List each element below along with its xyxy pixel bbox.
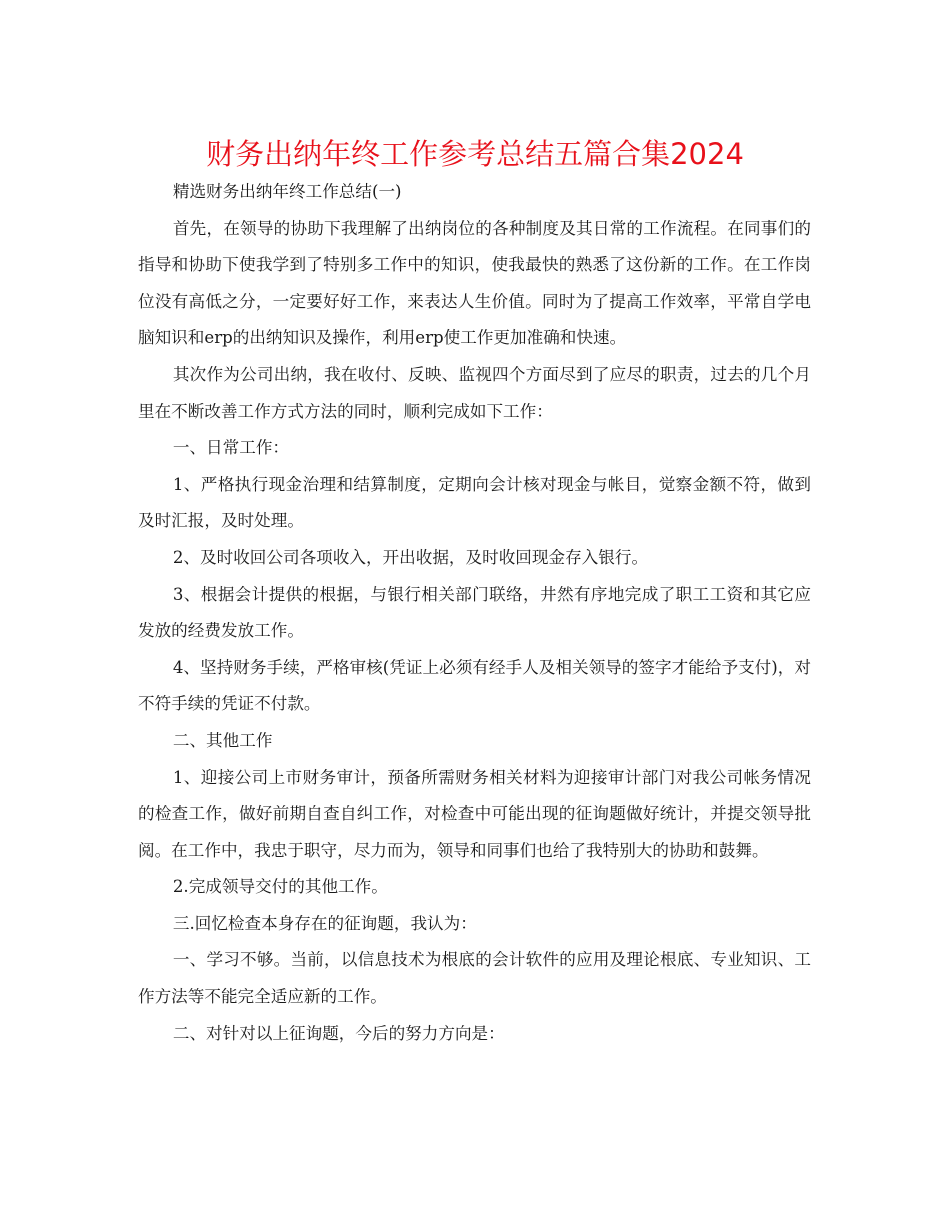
list-item: 3、根据会计提供的根据，与银行相关部门联络，井然有序地完成了职工工资和其它应发放的经费发放工作。 xyxy=(138,584,811,641)
list-item: 2.完成领导交付的其他工作。 xyxy=(172,877,388,897)
paragraph: 首先，在领导的协助下我理解了出纳岗位的各种制度及其日常的工作流程。在同事们的指导和协助下使我学到了特别多工作中的知识，使我最快的熟悉了这份新的工作。在工作岗位没有高低之分，一定要好好工作，来表达人生价值。同时为了提高工作效率，平常自学电脑知识和erp的出纳知识及操作，利用erp使工作更加准确和快速。 xyxy=(138,218,811,348)
list-item: 二、对针对以上征询题，今后的努力方向是： xyxy=(172,1023,505,1043)
list-item: 一、学习不够。当前，以信息技术为根底的会计软件的应用及理论根底、专业知识、工作方法等不能完全适应新的工作。 xyxy=(138,950,811,1007)
list-item: 2、及时收回公司各项收入，开出收据，及时收回现金存入银行。 xyxy=(172,547,649,567)
list-heading: 一、日常工作： xyxy=(172,438,290,458)
list-item: 4、坚持财务手续，严格审核(凭证上必须有经手人及相关领导的签字才能给予支付)，对不符手续的凭证不付款。 xyxy=(138,657,811,714)
section-heading: 精选财务出纳年终工作总结(一) xyxy=(172,182,402,201)
list-item: 1、严格执行现金治理和结算制度，定期向会计核对现金与帐目，觉察金额不符，做到及时汇报，及时处理。 xyxy=(138,474,811,531)
list-heading: 二、其他工作 xyxy=(172,730,273,750)
document-title: 财务出纳年终工作参考总结五篇合集2024 xyxy=(206,137,744,171)
paragraph: 其次作为公司出纳，我在收付、反映、监视四个方面尽到了应尽的职责，过去的几个月里在不断改善工作方式方法的同时，顺利完成如下工作： xyxy=(138,364,811,421)
list-item: 1、迎接公司上市财务审计，预备所需财务相关材料为迎接审计部门对我公司帐务情况的检查工作，做好前期自查自纠工作，对检查中可能出现的征询题做好统计，并提交领导批阅。在工作中，我忠于职守，尽力而为，领导和同事们也给了我特别大的协助和鼓舞。 xyxy=(138,767,811,860)
list-heading: 三.回忆检查本身存在的征询题，我认为： xyxy=(172,913,477,933)
document-body xyxy=(138,174,811,1052)
